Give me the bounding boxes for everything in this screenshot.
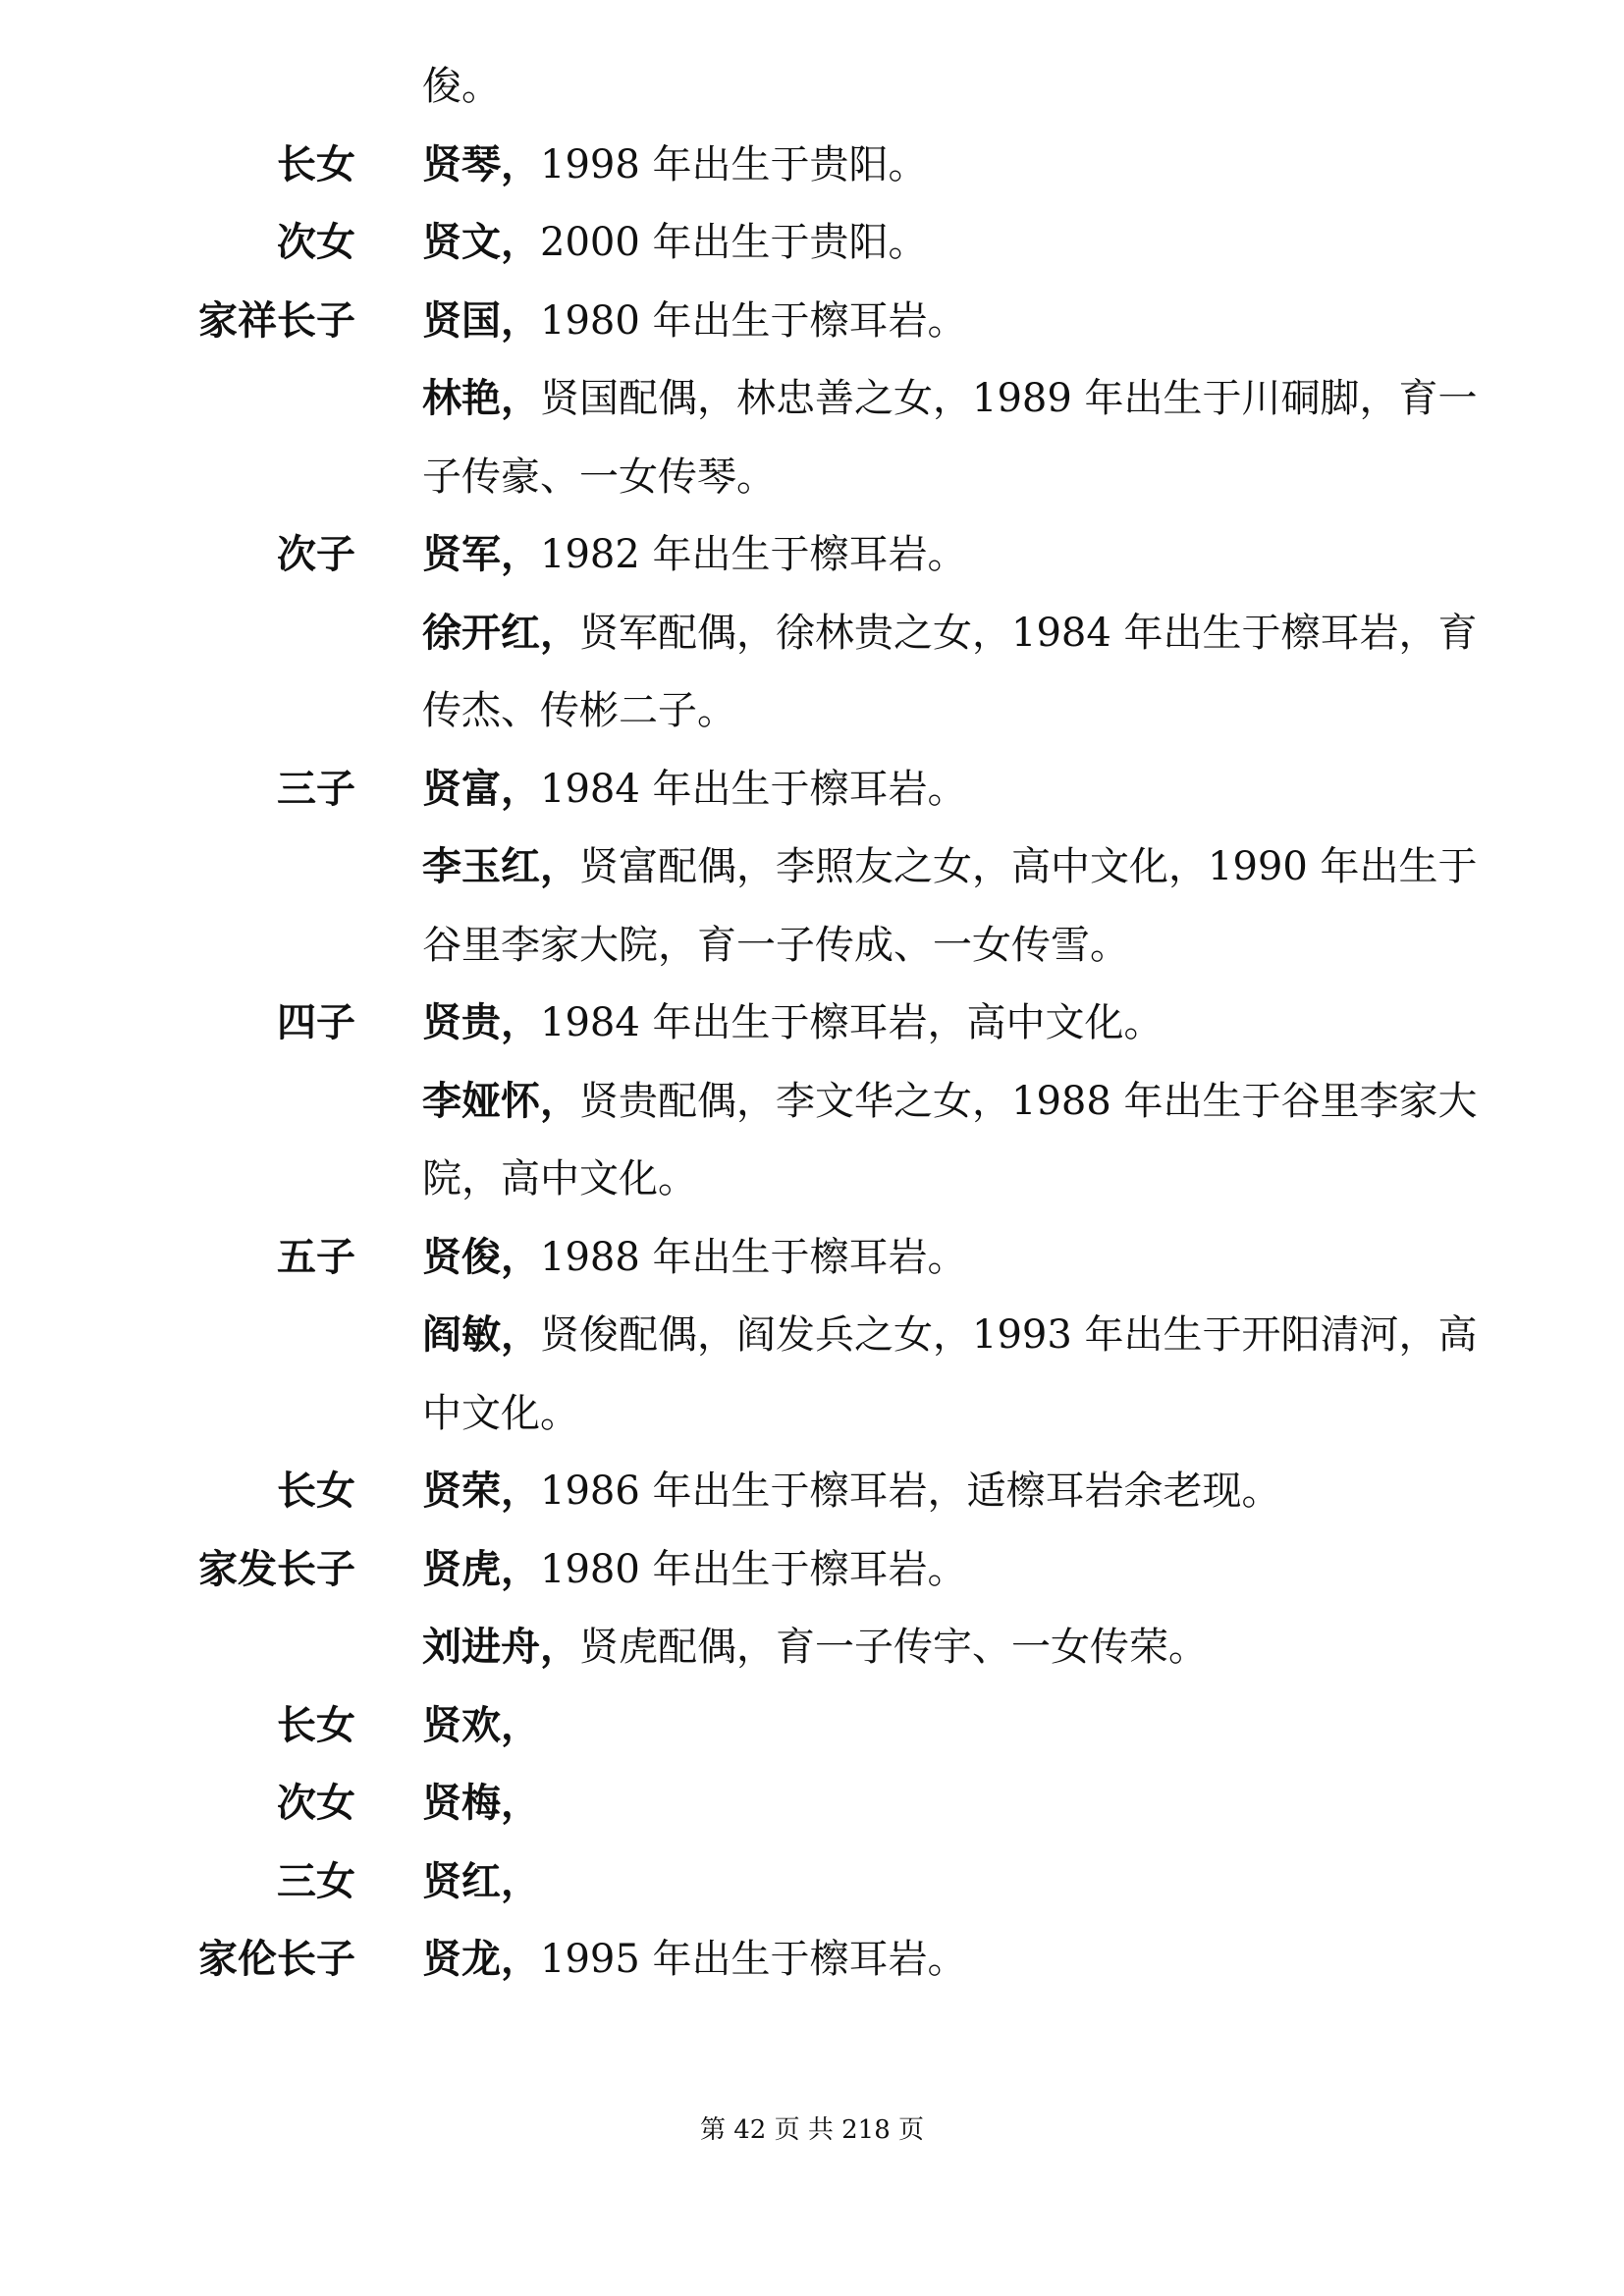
entry-line xyxy=(0,1764,1624,1842)
entry-text: 贤国配偶，林忠善之女，1989 年出生于川硐脚，育一 xyxy=(540,376,1478,421)
page-footer: 第 42 页 共 218 页 xyxy=(699,2115,925,2145)
entry-line xyxy=(0,1530,1624,1609)
entry-line xyxy=(0,1452,1624,1530)
person-name: 贤琴， xyxy=(422,140,540,187)
person-name: 徐开红， xyxy=(422,609,579,656)
entry-content xyxy=(422,594,1478,672)
entry-line xyxy=(0,594,1624,672)
person-name: 贤富， xyxy=(422,765,540,812)
entry-content xyxy=(422,1686,540,1765)
relation-label: 家祥长子 xyxy=(198,296,355,344)
entry-content xyxy=(422,1530,967,1609)
person-name: 贤虎， xyxy=(422,1545,540,1592)
entry-line xyxy=(0,906,1624,985)
person-name: 贤文， xyxy=(422,219,540,265)
entry-content xyxy=(422,828,1478,906)
relation-label: 长女 xyxy=(277,140,355,187)
person-name: 贤军， xyxy=(422,531,540,577)
entry-text: 2000 年出生于贵阳。 xyxy=(540,220,928,265)
entry-line xyxy=(0,1920,1624,1999)
entry-text: 1980 年出生于檫耳岩。 xyxy=(540,1546,967,1592)
entry-text: 院，高中文化。 xyxy=(422,1156,697,1201)
entry-content xyxy=(422,1140,697,1218)
entry-text: 谷里李家大院，育一子传成、一女传雪。 xyxy=(422,922,1129,968)
entry-text: 贤富配偶，李照友之女，高中文化，1990 年出生于 xyxy=(579,844,1478,889)
entry-line xyxy=(0,1218,1624,1297)
entry-text: 1986 年出生于檫耳岩，适檫耳岩余老现。 xyxy=(540,1468,1281,1514)
entry-content xyxy=(422,1842,540,1921)
entry-content xyxy=(422,671,736,750)
entry-content xyxy=(422,282,967,360)
entry-line xyxy=(0,515,1624,594)
entry-text: 1998 年出生于贵阳。 xyxy=(540,141,928,187)
entry-text: 中文化。 xyxy=(422,1390,579,1436)
relation-label: 家伦长子 xyxy=(198,1936,355,1982)
entry-content xyxy=(422,1296,1478,1374)
entry-text: 贤军配偶，徐林贵之女，1984 年出生于檫耳岩，育 xyxy=(579,610,1478,656)
entry-text: 贤俊配偶，阎发兵之女，1993 年出生于开阳清河，高 xyxy=(540,1312,1478,1358)
entry-text: 俊。 xyxy=(422,64,501,109)
person-name: 李娅怀， xyxy=(422,1077,579,1124)
entry-content xyxy=(422,47,501,126)
entry-content xyxy=(422,1374,579,1453)
entry-line xyxy=(0,438,1624,516)
relation-label: 长女 xyxy=(277,1701,355,1748)
person-name: 刘进舟， xyxy=(422,1624,579,1670)
entry-content xyxy=(422,438,776,516)
relation-label: 次女 xyxy=(277,219,355,265)
entry-text: 贤贵配偶，李文华之女，1988 年出生于谷里李家大 xyxy=(579,1078,1478,1124)
entry-text: 1995 年出生于檫耳岩。 xyxy=(540,1937,967,1982)
entry-text: 1984 年出生于檫耳岩。 xyxy=(540,766,967,812)
entry-line xyxy=(0,1842,1624,1921)
person-name: 贤国， xyxy=(422,296,540,344)
person-name: 贤欢， xyxy=(422,1701,540,1748)
entry-text: 1980 年出生于檫耳岩。 xyxy=(540,297,967,344)
relation-label: 次女 xyxy=(277,1780,355,1826)
entry-line xyxy=(0,282,1624,360)
entry-line xyxy=(0,1608,1624,1686)
entry-line xyxy=(0,750,1624,828)
entry-line xyxy=(0,359,1624,438)
entry-content xyxy=(422,1218,967,1297)
relation-label: 三女 xyxy=(277,1857,355,1904)
entry-line xyxy=(0,1140,1624,1218)
entry-content xyxy=(422,359,1478,438)
entry-content xyxy=(422,1608,1208,1686)
entry-line xyxy=(0,203,1624,282)
entry-line xyxy=(0,671,1624,750)
entry-content xyxy=(422,126,928,204)
entry-text: 1984 年出生于檫耳岩，高中文化。 xyxy=(540,1000,1164,1045)
entry-text: 1988 年出生于檫耳岩。 xyxy=(540,1234,967,1280)
entry-line xyxy=(0,1686,1624,1765)
entry-line xyxy=(0,828,1624,906)
person-name: 贤龙， xyxy=(422,1936,540,1982)
entry-line xyxy=(0,126,1624,204)
relation-label: 次子 xyxy=(277,531,355,577)
entry-text: 贤虎配偶，育一子传宇、一女传荣。 xyxy=(579,1625,1208,1670)
entry-content xyxy=(422,906,1129,985)
entry-content xyxy=(422,750,967,828)
person-name: 贤红， xyxy=(422,1857,540,1904)
entry-text: 传杰、传彬二子。 xyxy=(422,688,736,733)
entry-line xyxy=(0,1374,1624,1453)
relation-label: 三子 xyxy=(277,765,355,812)
relation-label: 长女 xyxy=(277,1468,355,1514)
entry-content xyxy=(422,515,967,594)
entry-content xyxy=(422,1452,1281,1530)
entry-content xyxy=(422,203,928,282)
entry-content xyxy=(422,1062,1478,1141)
entry-content xyxy=(422,984,1164,1062)
entry-line xyxy=(0,1296,1624,1374)
entry-line xyxy=(0,47,1624,126)
relation-label: 五子 xyxy=(277,1233,355,1280)
person-name: 阎敏， xyxy=(422,1311,540,1358)
person-name: 李玉红， xyxy=(422,843,579,889)
entry-text: 子传豪、一女传琴。 xyxy=(422,454,776,500)
person-name: 贤贵， xyxy=(422,999,540,1045)
entry-content xyxy=(422,1764,540,1842)
entry-content xyxy=(422,1920,967,1999)
entry-line xyxy=(0,1062,1624,1141)
entry-line xyxy=(0,984,1624,1062)
entry-text: 1982 年出生于檫耳岩。 xyxy=(540,532,967,577)
person-name: 林艳， xyxy=(422,375,540,421)
relation-label: 家发长子 xyxy=(198,1545,355,1592)
person-name: 贤荣， xyxy=(422,1468,540,1514)
relation-label: 四子 xyxy=(277,999,355,1045)
person-name: 贤梅， xyxy=(422,1780,540,1826)
person-name: 贤俊， xyxy=(422,1233,540,1280)
